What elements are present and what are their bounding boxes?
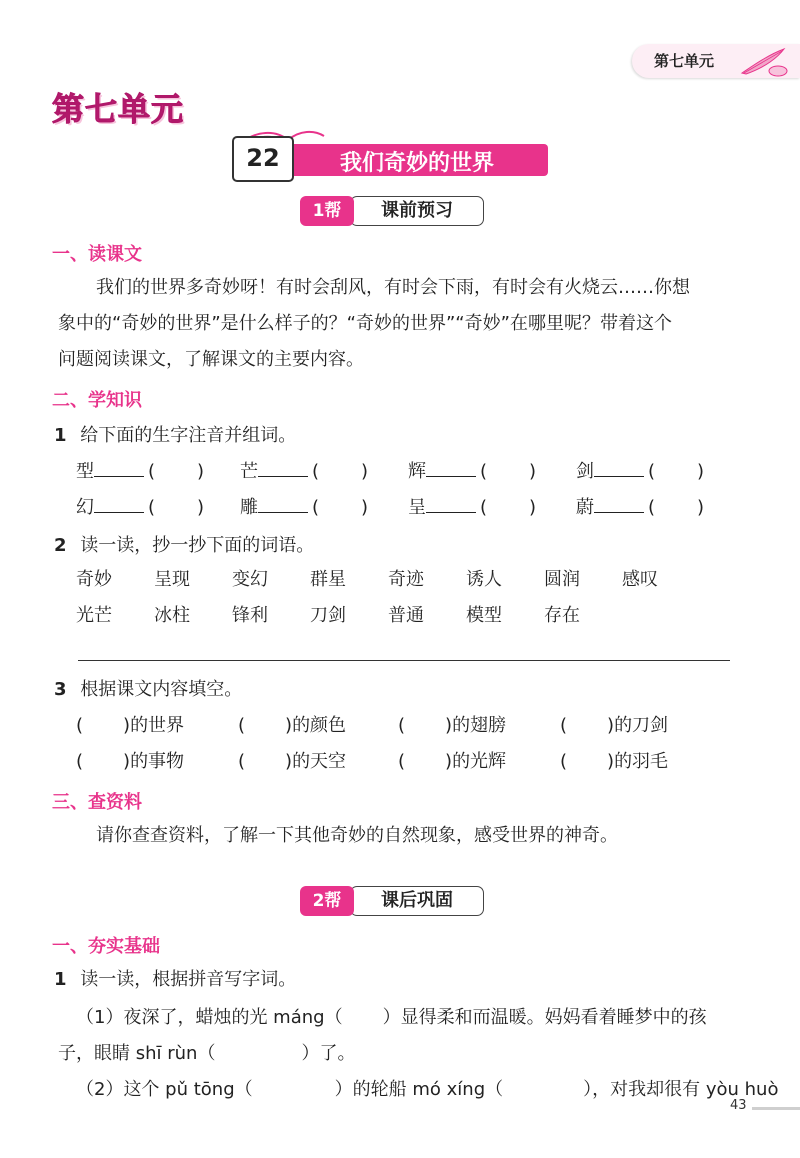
word: 呈现 [154, 569, 190, 590]
paren-right: ) [607, 751, 615, 772]
fill-suffix: 的羽毛 [614, 751, 669, 772]
paren-left: ( [148, 461, 156, 482]
char-item [576, 458, 704, 484]
word: 群星 [310, 569, 346, 590]
paren-left: ( [398, 715, 406, 736]
fill-item [398, 714, 506, 738]
header-unit-tab [632, 44, 800, 78]
copy-answer-line[interactable] [78, 660, 730, 661]
pinyin-line-3 [76, 1078, 778, 1102]
part1-badge-num: 1帮 [300, 196, 354, 226]
char-item [240, 494, 368, 520]
paren-left: ( [480, 461, 488, 482]
paren-left: ( [560, 715, 568, 736]
question-p2-1-number: 1 [54, 969, 67, 990]
feather-pen-icon [734, 47, 794, 77]
page-number-area [730, 1098, 800, 1118]
paren-left: ( [238, 715, 246, 736]
word: 诱人 [466, 569, 502, 590]
pinyin-text: 子，眼睛 shī rùn（ [58, 1043, 216, 1064]
question-2 [54, 534, 314, 558]
char-item [576, 494, 704, 520]
paren-right: ) [529, 497, 537, 518]
question-p2-1-text: 读一读，根据拼音写字词。 [80, 969, 297, 990]
research-paragraph: 请你查查资料，了解一下其他奇妙的自然现象，感受世界的神奇。 [96, 825, 618, 846]
paren-right: ) [361, 461, 369, 482]
word: 存在 [544, 605, 580, 626]
intro-paragraph-line-1: 我们的世界多奇妙呀！有时会刮风，有时会下雨，有时会有火烧云……你想 [96, 277, 690, 298]
lesson-number: 22 [246, 144, 280, 172]
paren-left: ( [238, 751, 246, 772]
word-blank[interactable] [94, 458, 144, 477]
word: 奇迹 [388, 569, 424, 590]
char: 幻 [76, 497, 94, 518]
page-bar [752, 1107, 800, 1110]
section-basics-title: 一、夯实基础 [52, 936, 160, 957]
fill-item [398, 750, 506, 774]
fill-item [76, 714, 184, 738]
section-read-text-title: 一、读课文 [52, 244, 142, 265]
word-blank[interactable] [594, 494, 644, 513]
paren-right: ) [197, 461, 205, 482]
word-list-row-2 [76, 604, 580, 628]
question-2-number: 2 [54, 535, 67, 556]
question-1-text: 给下面的生字注音并组词。 [80, 425, 297, 446]
fill-suffix: 的天空 [292, 751, 347, 772]
fill-suffix: 的刀剑 [614, 715, 669, 736]
pinyin-text: ），对我却很有 yòu huò [583, 1079, 779, 1100]
paren-right: ) [197, 497, 205, 518]
intro-paragraph-line-3: 问题阅读课文，了解课文的主要内容。 [58, 349, 364, 370]
paren-left: ( [312, 497, 320, 518]
word: 感叹 [622, 569, 658, 590]
paren-right: ) [697, 497, 705, 518]
part1-badge-text: 课前预习 [350, 196, 484, 226]
word-blank[interactable] [258, 494, 308, 513]
question-3-text: 根据课文内容填空。 [80, 679, 243, 700]
char: 蔚 [576, 497, 594, 518]
intro-paragraph-line-2: 象中的“奇妙的世界”是什么样子的？“奇妙的世界”“奇妙”在哪里呢？带着这个 [58, 313, 672, 334]
fill-suffix: 的事物 [130, 751, 185, 772]
fill-item [238, 750, 346, 774]
fill-suffix: 的世界 [130, 715, 185, 736]
paren-right: ) [445, 751, 453, 772]
paren-right: ) [285, 715, 293, 736]
char-item [76, 494, 204, 520]
lesson-title-bar [286, 144, 548, 176]
word: 圆润 [544, 569, 580, 590]
lesson-title: 我们奇妙的世界 [339, 151, 494, 176]
pinyin-text: （1）夜深了，蜡烛的光 máng（ [76, 1007, 343, 1028]
word: 冰柱 [154, 605, 190, 626]
section-learn-knowledge-title: 二、学知识 [52, 390, 142, 411]
paren-right: ) [361, 497, 369, 518]
paren-left: ( [76, 715, 84, 736]
char: 辉 [408, 461, 426, 482]
fill-item [560, 714, 668, 738]
char-item [408, 494, 536, 520]
paren-right: ) [123, 751, 131, 772]
page-number: 43 [730, 1098, 747, 1113]
word-blank[interactable] [258, 458, 308, 477]
pinyin-line-2 [58, 1042, 355, 1066]
char: 剑 [576, 461, 594, 482]
lesson-banner [232, 126, 550, 180]
fill-item [76, 750, 184, 774]
word-blank[interactable] [426, 494, 476, 513]
word: 变幻 [232, 569, 268, 590]
paren-right: ) [285, 751, 293, 772]
pinyin-text: ）显得柔和而温暖。妈妈看着睡梦中的孩 [382, 1007, 707, 1028]
paren-left: ( [648, 497, 656, 518]
fill-suffix: 的光辉 [452, 751, 507, 772]
word: 锋利 [232, 605, 268, 626]
lesson-number-box [232, 136, 294, 182]
word: 普通 [388, 605, 424, 626]
char-item [408, 458, 536, 484]
fill-item [560, 750, 668, 774]
paren-left: ( [480, 497, 488, 518]
word: 光芒 [76, 605, 112, 626]
char: 雕 [240, 497, 258, 518]
part2-badge-num: 2帮 [300, 886, 354, 916]
char-item [76, 458, 204, 484]
word: 刀剑 [310, 605, 346, 626]
pinyin-text: ）的轮船 mó xíng（ [334, 1079, 504, 1100]
paren-right: ) [529, 461, 537, 482]
word-list-row-1 [76, 568, 658, 592]
pinyin-text: ）了。 [301, 1043, 356, 1064]
word-blank[interactable] [594, 458, 644, 477]
fill-suffix: 的颜色 [292, 715, 347, 736]
paren-right: ) [697, 461, 705, 482]
section-research-title: 三、查资料 [52, 792, 142, 813]
word: 奇妙 [76, 569, 112, 590]
char: 型 [76, 461, 94, 482]
paren-right: ) [445, 715, 453, 736]
char: 芒 [240, 461, 258, 482]
question-1 [54, 424, 296, 448]
pinyin-text: （2）这个 pǔ tōng（ [76, 1079, 253, 1100]
char: 呈 [408, 497, 426, 518]
char-item [240, 458, 368, 484]
question-p2-1 [54, 968, 296, 992]
question-2-text: 读一读，抄一抄下面的词语。 [80, 535, 315, 556]
pinyin-line-1 [76, 1006, 707, 1030]
paren-left: ( [648, 461, 656, 482]
paren-left: ( [148, 497, 156, 518]
unit-title: 第七单元 [52, 90, 185, 128]
paren-left: ( [312, 461, 320, 482]
paren-right: ) [123, 715, 131, 736]
header-unit-label: 第七单元 [654, 52, 715, 70]
fill-suffix: 的翅膀 [452, 715, 507, 736]
fill-item [238, 714, 346, 738]
question-3 [54, 678, 242, 702]
question-3-number: 3 [54, 679, 67, 700]
part2-badge-text: 课后巩固 [350, 886, 484, 916]
question-1-number: 1 [54, 425, 67, 446]
paren-left: ( [398, 751, 406, 772]
paren-left: ( [560, 751, 568, 772]
word-blank[interactable] [94, 494, 144, 513]
paren-left: ( [76, 751, 84, 772]
paren-right: ) [607, 715, 615, 736]
word-blank[interactable] [426, 458, 476, 477]
word: 模型 [466, 605, 502, 626]
